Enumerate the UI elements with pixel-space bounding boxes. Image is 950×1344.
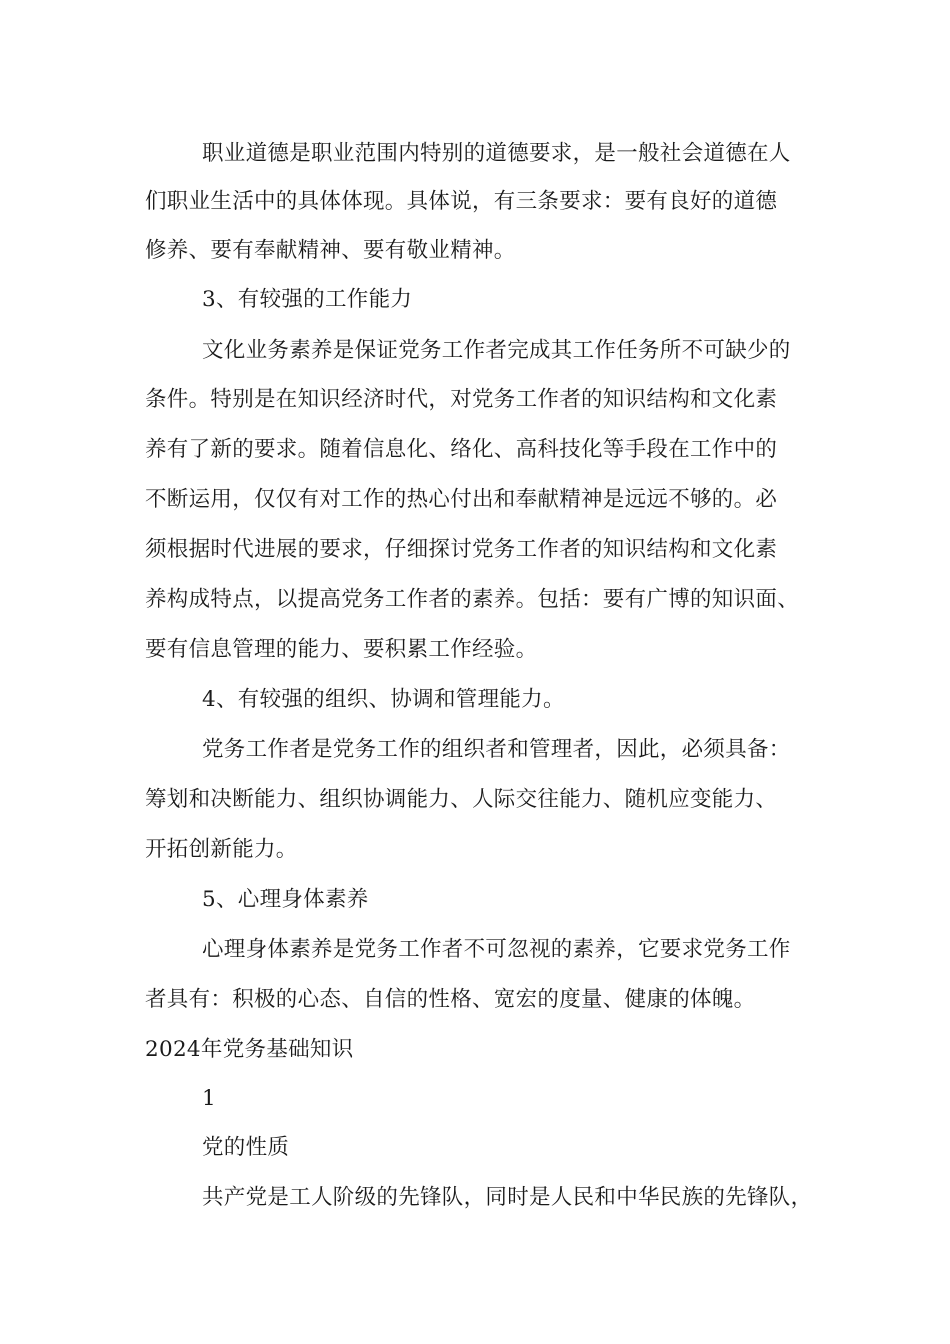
text-line: 须根据时代进展的要求，仔细探讨党务工作者的知识结构和文化素	[145, 537, 778, 562]
section-heading: 5、心理身体素养	[202, 887, 369, 912]
text-line: 筹划和决断能力、组织协调能力、人际交往能力、随机应变能力、	[145, 787, 778, 812]
text-line: 开拓创新能力。	[145, 837, 298, 862]
text-line: 要有信息管理的能力、要积累工作经验。	[145, 637, 538, 662]
text-line: 条件。特别是在知识经济时代，对党务工作者的知识结构和文化素	[145, 387, 778, 412]
text-line: 养有了新的要求。随着信息化、络化、高科技化等手段在工作中的	[145, 437, 778, 462]
text-line: 不断运用，仅仅有对工作的热心付出和奉献精神是远远不够的。必	[145, 487, 778, 512]
section-number: 1	[202, 1086, 216, 1111]
text-line: 心理身体素养是党务工作者不可忽视的素养，它要求党务工作	[202, 937, 791, 962]
section-heading: 4、有较强的组织、协调和管理能力。	[202, 687, 565, 712]
text-line: 职业道德是职业范围内特别的道德要求，是一般社会道德在人	[202, 141, 791, 166]
text-line: 党务工作者是党务工作的组织者和管理者，因此，必须具备：	[202, 737, 791, 762]
section-heading: 党的性质	[202, 1135, 290, 1160]
text-line: 文化业务素养是保证党务工作者完成其工作任务所不可缺少的	[202, 338, 791, 363]
text-line: 修养、要有奉献精神、要有敬业精神。	[145, 238, 516, 263]
document-title: 2024年党务基础知识	[145, 1037, 354, 1062]
section-heading: 3、有较强的工作能力	[202, 287, 413, 312]
text-line: 者具有：积极的心态、自信的性格、宽宏的度量、健康的体魄。	[145, 987, 756, 1012]
text-line: 养构成特点，以提高党务工作者的素养。包括：要有广博的知识面、	[145, 587, 800, 612]
text-line: 共产党是工人阶级的先锋队，同时是人民和中华民族的先锋队，	[202, 1185, 813, 1210]
text-line: 们职业生活中的具体体现。具体说，有三条要求：要有良好的道德	[145, 189, 778, 214]
